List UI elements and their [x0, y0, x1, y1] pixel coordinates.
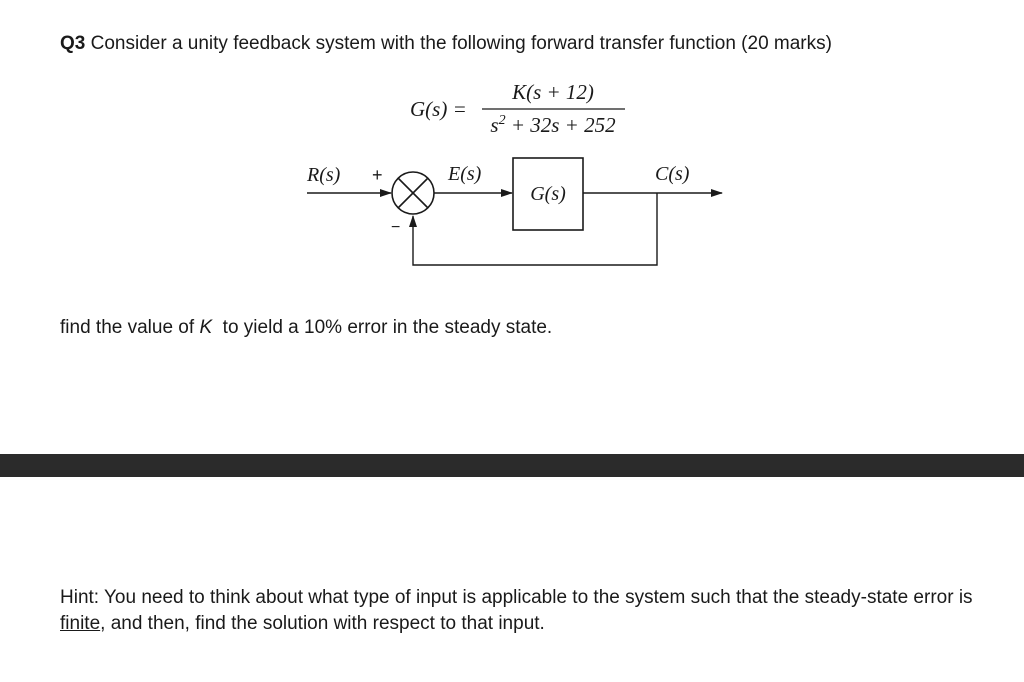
- output-label: C(s): [655, 163, 690, 185]
- tf-lhs: G(s) =: [410, 97, 467, 121]
- find-after: to yield a 10% error in the steady state.: [212, 317, 553, 338]
- question-number: Q3: [60, 33, 86, 54]
- error-label: E(s): [448, 163, 482, 185]
- plus-sign: +: [372, 165, 383, 185]
- tf-den-base: s: [490, 113, 499, 137]
- tf-den-exp: 2: [498, 113, 506, 128]
- find-before: find the value of: [60, 317, 200, 338]
- find-var: K: [199, 317, 213, 338]
- section-divider: [0, 454, 1024, 477]
- block-label: G(s): [530, 183, 566, 205]
- question-text: Consider a unity feedback system with the following forward transfer function (20 marks): [90, 33, 832, 54]
- tf-numerator: K(s + 12): [512, 80, 594, 104]
- summing-junction: [392, 172, 434, 214]
- minus-sign: −: [391, 219, 401, 236]
- hint-text: [60, 585, 980, 637]
- hint-after: , and then, find the solution with respect to that input.: [100, 613, 545, 634]
- hint-underlined: finite: [60, 613, 101, 634]
- tf-den-rest: + 32s + 252: [505, 113, 616, 137]
- find-instruction: [60, 317, 552, 339]
- block-diagram: [0, 0, 1024, 300]
- input-label: R(s): [307, 164, 341, 186]
- hint-before: Hint: You need to think about what type of input is applicable to the system such that the steady-state error is: [60, 587, 973, 608]
